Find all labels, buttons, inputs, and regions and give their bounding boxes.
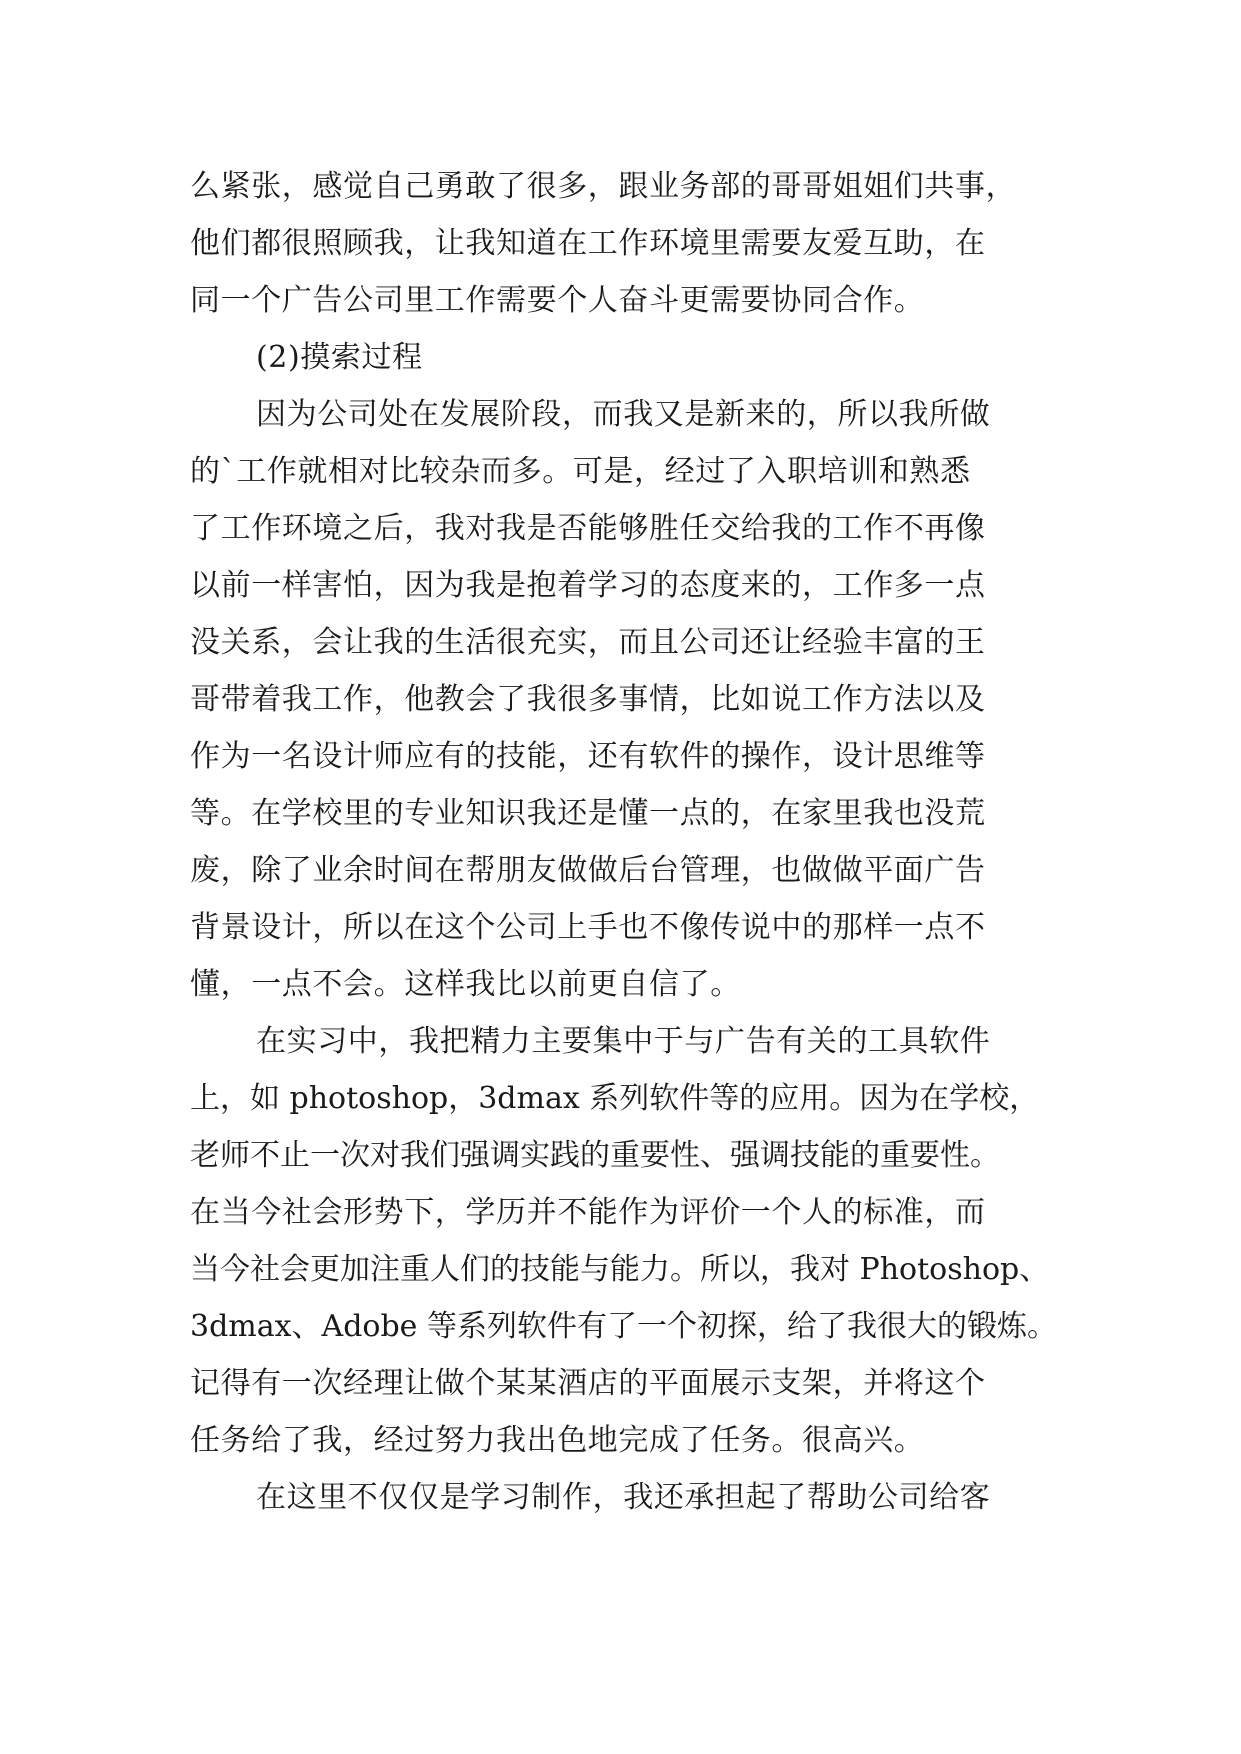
text-line: 懂，一点不会。这样我比以前更自信了。 — [190, 967, 741, 1002]
text-line: 作为一名设计师应有的技能，还有软件的操作，设计思维等 — [190, 739, 986, 774]
text-line: 他们都很照顾我，让我知道在工作环境里需要友爱互助，在 — [190, 226, 986, 261]
text-line: 了工作环境之后，我对我是否能够胜任交给我的工作不再像 — [190, 511, 986, 546]
text-line: 同一个广告公司里工作需要个人奋斗更需要协同合作。 — [190, 283, 925, 318]
text-line: 在当今社会形势下，学历并不能作为评价一个人的标准，而 — [190, 1195, 986, 1230]
section-heading: (2)摸索过程 — [256, 340, 423, 375]
text-line: 没关系，会让我的生活很充实，而且公司还让经验丰富的王 — [190, 625, 986, 660]
text-line: 等。在学校里的专业知识我还是懂一点的，在家里我也没荒 — [190, 796, 986, 831]
paragraph-start-line: 在这里不仅仅是学习制作，我还承担起了帮助公司给客 — [256, 1480, 991, 1515]
text-line: 记得有一次经理让做个某某酒店的平面展示支架，并将这个 — [190, 1366, 986, 1401]
paragraph-start-line: 在实习中，我把精力主要集中于与广告有关的工具软件 — [256, 1024, 991, 1059]
text-line: 么紧张，感觉自己勇敢了很多，跟业务部的哥哥姐姐们共事， — [190, 169, 1017, 204]
text-line: 老师不止一次对我们强调实践的重要性、强调技能的重要性。 — [190, 1138, 1000, 1173]
text-line: 背景设计，所以在这个公司上手也不像传说中的那样一点不 — [190, 910, 986, 945]
text-line: 当今社会更加注重人们的技能与能力。所以，我对 Photoshop、 — [190, 1252, 1050, 1287]
text-line: 废，除了业余时间在帮朋友做做后台管理，也做做平面广告 — [190, 853, 986, 888]
text-line: 任务给了我，经过努力我出色地完成了任务。很高兴。 — [190, 1423, 925, 1458]
text-line: 的`工作就相对比较杂而多。可是，经过了入职培训和熟悉 — [190, 454, 971, 489]
body-text — [190, 158, 1070, 1526]
text-line: 上，如 photoshop，3dmax 系列软件等的应用。因为在学校， — [190, 1081, 1040, 1116]
text-line: 以前一样害怕，因为我是抱着学习的态度来的，工作多一点 — [190, 568, 986, 603]
paragraph-start-line: 因为公司处在发展阶段，而我又是新来的，所以我所做 — [256, 397, 991, 432]
text-line: 哥带着我工作，他教会了我很多事情，比如说工作方法以及 — [190, 682, 986, 717]
text-line: 3dmax、Adobe 等系列软件有了一个初探，给了我很大的锻炼。 — [190, 1309, 1057, 1344]
